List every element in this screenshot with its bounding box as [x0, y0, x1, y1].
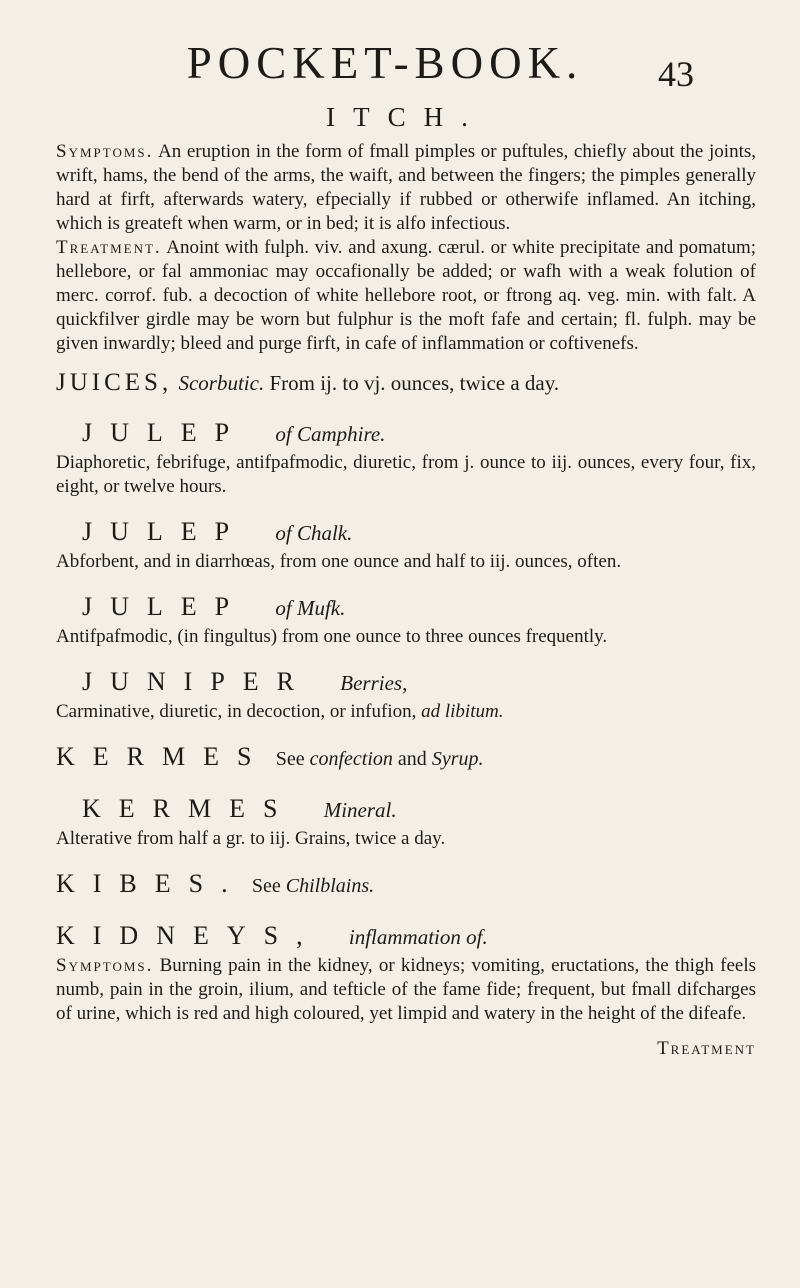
entry-juniper-heading [56, 665, 756, 700]
symptoms-label: Symptoms. [56, 141, 154, 162]
julep-camphire-text: Diaphoretic, febrifuge, antifpafmodic, diuretic, from j. ounce to iij. ounces, every four, fix, eight, or twelve hours. [56, 452, 756, 497]
juniper-headword: JUNIPER [82, 667, 313, 696]
kermes-see: See [275, 748, 305, 770]
entry-kermes-mineral-heading [56, 792, 756, 827]
julep-camphire-subtitle: of Camphire. [275, 422, 386, 446]
julep-musk-headword: JULEP [82, 592, 248, 621]
treatment-label: Treatment. [56, 237, 162, 258]
itch-treatment-paragraph [56, 236, 756, 356]
julep-chalk-headword: JULEP [82, 517, 248, 546]
itch-symptoms-paragraph [56, 140, 756, 236]
entry-kermes-conf [56, 740, 756, 776]
juices-text: From ij. to vj. ounces, twice a day. [269, 371, 560, 395]
kermes-headword: KERMES [56, 742, 270, 771]
juices-subtitle: Scorbutic. [178, 371, 265, 395]
entry-kidneys-heading [56, 919, 756, 954]
kibes-see: See [251, 875, 281, 897]
kibes-headword: KIBES. [56, 869, 246, 898]
kermes-mineral-text: Alterative from half a gr. to iij. Grains, twice a day. [56, 828, 446, 849]
kidneys-symptoms-text: Burning pain in the kidney, or kidneys; vomiting, eructations, the thigh feels numb, pain in the groin, ilium, and tefticle of the fame fide; frequent, but fmall difcharges of urine, which is red and high coloured, yet limpid and watery in the height of the difeafe. [56, 955, 757, 1024]
julep-chalk-text: Abforbent, and in diarrhœas, from one ounce and half to iij. ounces, often. [56, 551, 622, 572]
juniper-paragraph [56, 700, 756, 724]
kermes-mineral-subtitle: Mineral. [323, 798, 397, 822]
entry-julep-camphire-heading [56, 416, 756, 451]
julep-musk-subtitle: of Mufk. [275, 596, 346, 620]
itch-symptoms-text: An eruption in the form of fmall pimples or puftules, chiefly about the joints, wrift, hams, the bend of the arms, the waift, and between the fingers; the pimples generally hard at firft, afterwards watery, efpecially if rubbed or otherwife inflamed. An itching, which is greateft when warm, or in bed; it is alfo infectious. [56, 141, 756, 234]
kidneys-symptoms-paragraph [56, 954, 756, 1026]
kidneys-subtitle: inflammation of. [348, 925, 488, 949]
kidneys-headword: KIDNEYS, [56, 921, 321, 950]
kibes-ref: Chilblains. [285, 875, 375, 897]
julep-musk-text: Antifpafmodic, (in fingultus) from one ounce to three ounces frequently. [56, 626, 608, 647]
section-heading-itch: ITCH. [326, 102, 486, 132]
kermes-mineral-headword: KERMES [82, 794, 296, 823]
julep-camphire-headword: JULEP [82, 418, 248, 447]
entry-kibes [56, 867, 756, 903]
juniper-subtitle: Berries, [340, 671, 408, 695]
entry-julep-chalk-heading [56, 515, 756, 550]
itch-treatment-text: Anoint with fulph. viv. and axung. cærul. or white precipitate and pomatum; hellebore, or fal ammoniac may occafionally be added; or wafh with a weak folution of merc. corrof. fub. a decoction of white hellebore root, or ftrong aq. veg. min. with falt. A quickfilver girdle may be worn but fulphur is the moft fafe and certain; fl. fulph. may be given inwardly; bleed and purge firft, in cafe of inflammation or coftivenefs. [56, 237, 756, 354]
juniper-text: Carminative, diuretic, in decoction, or infufion, [56, 701, 417, 722]
juices-headword: JUICES, [56, 369, 173, 396]
running-head: POCKET-BOOK. [186, 38, 584, 88]
kermes-and: and [397, 748, 427, 770]
julep-chalk-subtitle: of Chalk. [275, 521, 353, 545]
kermes-ref-confection: confection [309, 748, 393, 770]
entry-julep-musk-heading [56, 590, 756, 625]
kidneys-symptoms-label: Symptoms. [56, 955, 154, 976]
kermes-ref-syrup: Syrup. [431, 748, 484, 770]
catchword: Treatment [657, 1038, 756, 1059]
page-body [56, 100, 756, 1060]
juniper-text-italic: ad libitum. [421, 701, 504, 722]
entry-juices [56, 366, 756, 400]
page-number: 43 [658, 54, 694, 94]
